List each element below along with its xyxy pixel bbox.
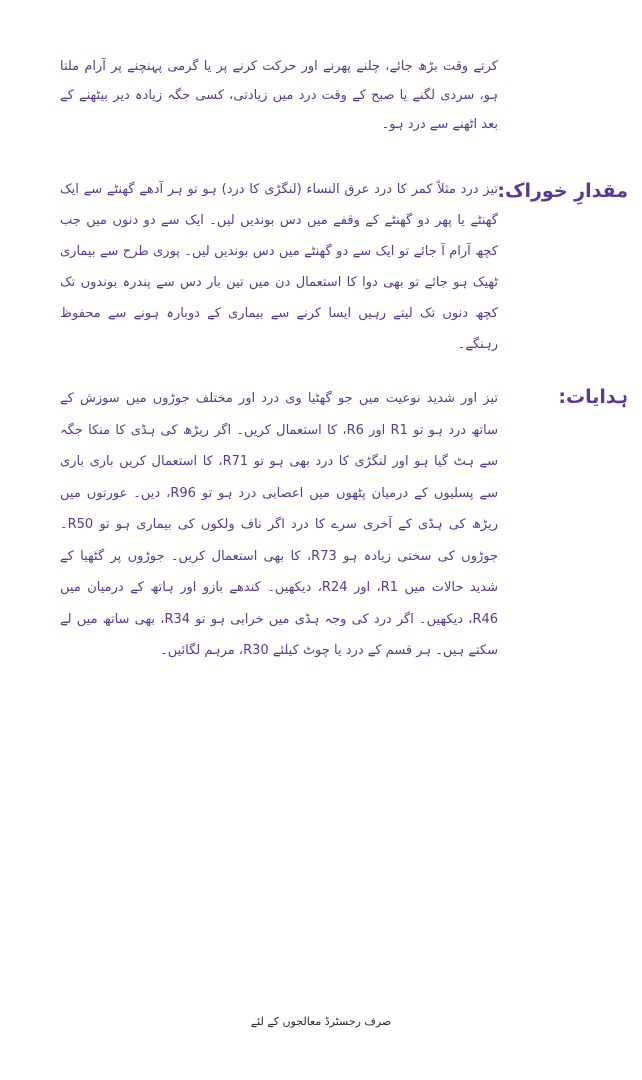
instructions-heading: ہدایات:: [558, 386, 628, 408]
instructions-paragraph: تیز اور شدید نوعیت میں جو گھٹیا وی درد اور مختلف جوڑوں میں سوزش کے ساتھ درد ہو تو R1 اور R6، کا استعمال کریں۔ اگر ریڑھ کی ہڈی کا منکا جگہ سے ہٹ گیا ہو اور لنگڑی کا درد بھی ہو تو R71، کا استعمال کریں باری باری سے پسلیوں کے درمیان پٹھوں میں اعصابی درد ہو تو R96، دیں۔ عورتوں میں ریڑھ کی ہڈی کے آخری سرے کا درد اگر ناف ولکوں کی بیماری ہو تو R50۔ جوڑوں کی سختی زیادہ ہو R73، کا بھی استعمال کریں۔ جوڑوں پر گٹھیا کے شدید حالات میں R1، اور R24، دیکھیں۔ کندھے بازو اور ہاتھ کے درمیان میں R46، دیکھیں۔ اگر درد کی وجہ ہڈی میں خرابی ہو تو R34، بھی ساتھ میں لے سکتے ہیں۔ ہر قسم کے درد یا چوٹ کیلئے R30، مرہم لگائیں۔: [60, 391, 499, 658]
intro-paragraph: کرتے وقت بڑھ جائے، چلنے پھرنے اور حرکت کرنے پر یا گرمی پہنچنے پر آرام ملتا ہو، سردی لگنے یا صبح کے وقت درد میں زیادتی، کسی جگہ زیادہ دیر بیٹھنے کے بعد اٹھنے سے درد ہو۔: [60, 59, 498, 132]
dosage-paragraph: تیز درد مثلاً کمر کا درد عرق النساء (لنگڑی کا درد) ہو تو ہر آدھے گھنٹے سے ایک گھنٹے یا پھر دو گھنٹے کے وقفے میں دس بوندیں لیں۔ ایک سے دو دنوں میں جب کچھ آرام آ جائے تو ایک سے دو گھنٹے میں دس بوندیں لیں۔ پوری طرح سے بیماری ٹھیک ہو جائے تو بھی دوا کا استعمال دن میں تین بار دس سے پندرہ بوندوں تک کچھ دنوں تک لیتے رہیں ایسا کرنے سے بیماری کے دوبارہ ہونے سے محفوظ رہنگے۔: [60, 182, 498, 352]
footer-note: صرف رجسٹرڈ معالجوں کے لئے: [250, 1015, 392, 1028]
dosage-heading: مقدارِ خوراک:: [497, 180, 628, 202]
